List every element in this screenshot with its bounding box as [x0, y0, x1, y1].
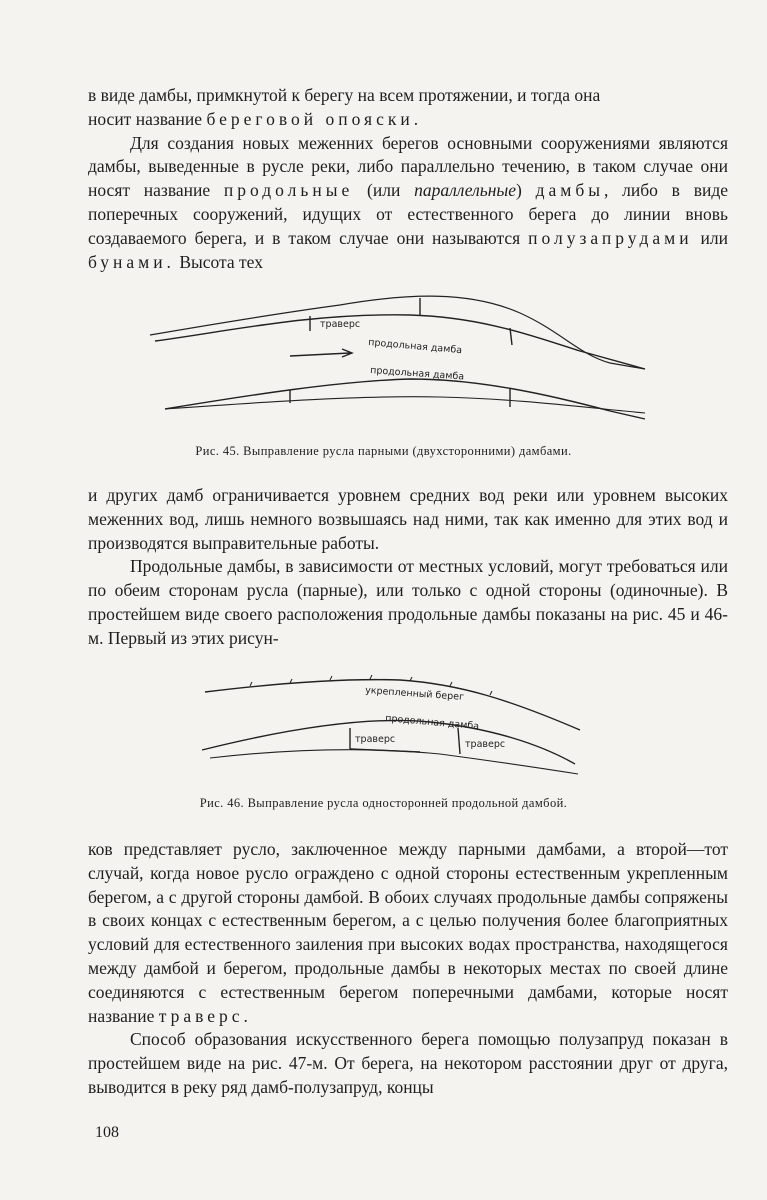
lower-natural-bank: [165, 397, 645, 413]
lower-dam-line: [165, 379, 645, 419]
paragraph: Продольные дамбы, в зависимости от местных условий, могут требоваться или по обеим сторонам русла (парные), или только с одной стороны (одиночные). В простейшем виде своего расположения продольные дамбы показаны на рис. 45 и 46-м. Первый из этих рисун-: [88, 556, 728, 648]
travers-line: [350, 749, 420, 752]
spaced-term: траверс.: [158, 1005, 252, 1026]
spaced-term: полузапрудами: [528, 227, 693, 248]
natural-bank-line: [210, 750, 578, 774]
flow-arrow: [290, 349, 352, 357]
paragraph: Для создания новых меженних берегов основными сооружениями являются дамбы, выведенные в русле реки, либо параллельно течению, в таком случае они носят название продольные (или параллельные) дамбы, либо в виде поперечных сооружений, идущих от естественного берега до линии вновь создаваемого берега, и в таком случае они называются полузапрудами или бунами. Высота тех: [88, 132, 728, 272]
text-block-bottom: [88, 838, 728, 1100]
spaced-term: бунами.: [88, 251, 175, 272]
fig46-label-dam: продольная дамба: [384, 713, 480, 733]
text-block-top: [88, 84, 728, 274]
text-line: носит название береговой опояски.: [88, 108, 423, 129]
upper-natural-bank: [150, 296, 645, 369]
paragraph: Способ образования искусственного берега помощью полузапруд показан в простейшем виде на рис. 47-м. От берега, на некотором расстоянии друг от друга, выводится в реку ряд дамб-полузапруд, концы: [88, 1029, 728, 1097]
italic-term: параллельные: [414, 180, 517, 201]
paragraph: и других дамб ограничивается уровнем средних вод реки или уровнем высоких меженних вод, лишь немного возвышаясь над ними, так как именно для этих вод и производятся выправительные работы.: [88, 485, 728, 553]
fig45-label-dam-2: продольная дамба: [369, 365, 465, 383]
text-block-middle: [88, 484, 728, 651]
fig45-label-dam-1: продольная дамба: [367, 337, 463, 357]
figure-45-diagram: [140, 283, 650, 428]
spaced-term: дамбы: [535, 180, 605, 201]
fig46-label-travers-2: траверс: [465, 739, 506, 750]
spaced-term: береговой опояски.: [206, 108, 423, 129]
paragraph: ков представляет русло, заключенное между парными дамбами, а второй—тот случай, когда новое русло ограждено с одной стороны естественным укрепленным берегом, а с другой стороны дамбой. В обоих случаях продольные дамбы сопряжены в своих концах с естественным берегом, а с целью получения более благоприятных условий для естественного заиления при высоких водах пространства, находящегося между дамбой и берегом, продольные дамбы в некоторых местах по своей длине соединяются с естественным берегом поперечными дамбами, которые носят название траверс.: [88, 839, 728, 1026]
spaced-term: продольные: [223, 180, 354, 201]
fig45-label-travers: траверс: [320, 319, 361, 330]
fig46-label-bank: укрепленный берег: [364, 685, 465, 703]
figure-46-diagram: [190, 670, 590, 782]
figure-46-caption: Рис. 46. Выправление русла односторонней продольной дамбой.: [199, 796, 568, 810]
fig46-label-travers-1: траверс: [355, 734, 396, 745]
travers-line: [458, 728, 460, 754]
text-line: в виде дамбы, примкнутой к берегу на всем протяжении, и тогда она: [88, 85, 601, 105]
figure-45-caption: Рис. 45. Выправление русла парными (двухсторонними) дамбами.: [195, 444, 572, 458]
page-number: 108: [95, 1124, 119, 1141]
